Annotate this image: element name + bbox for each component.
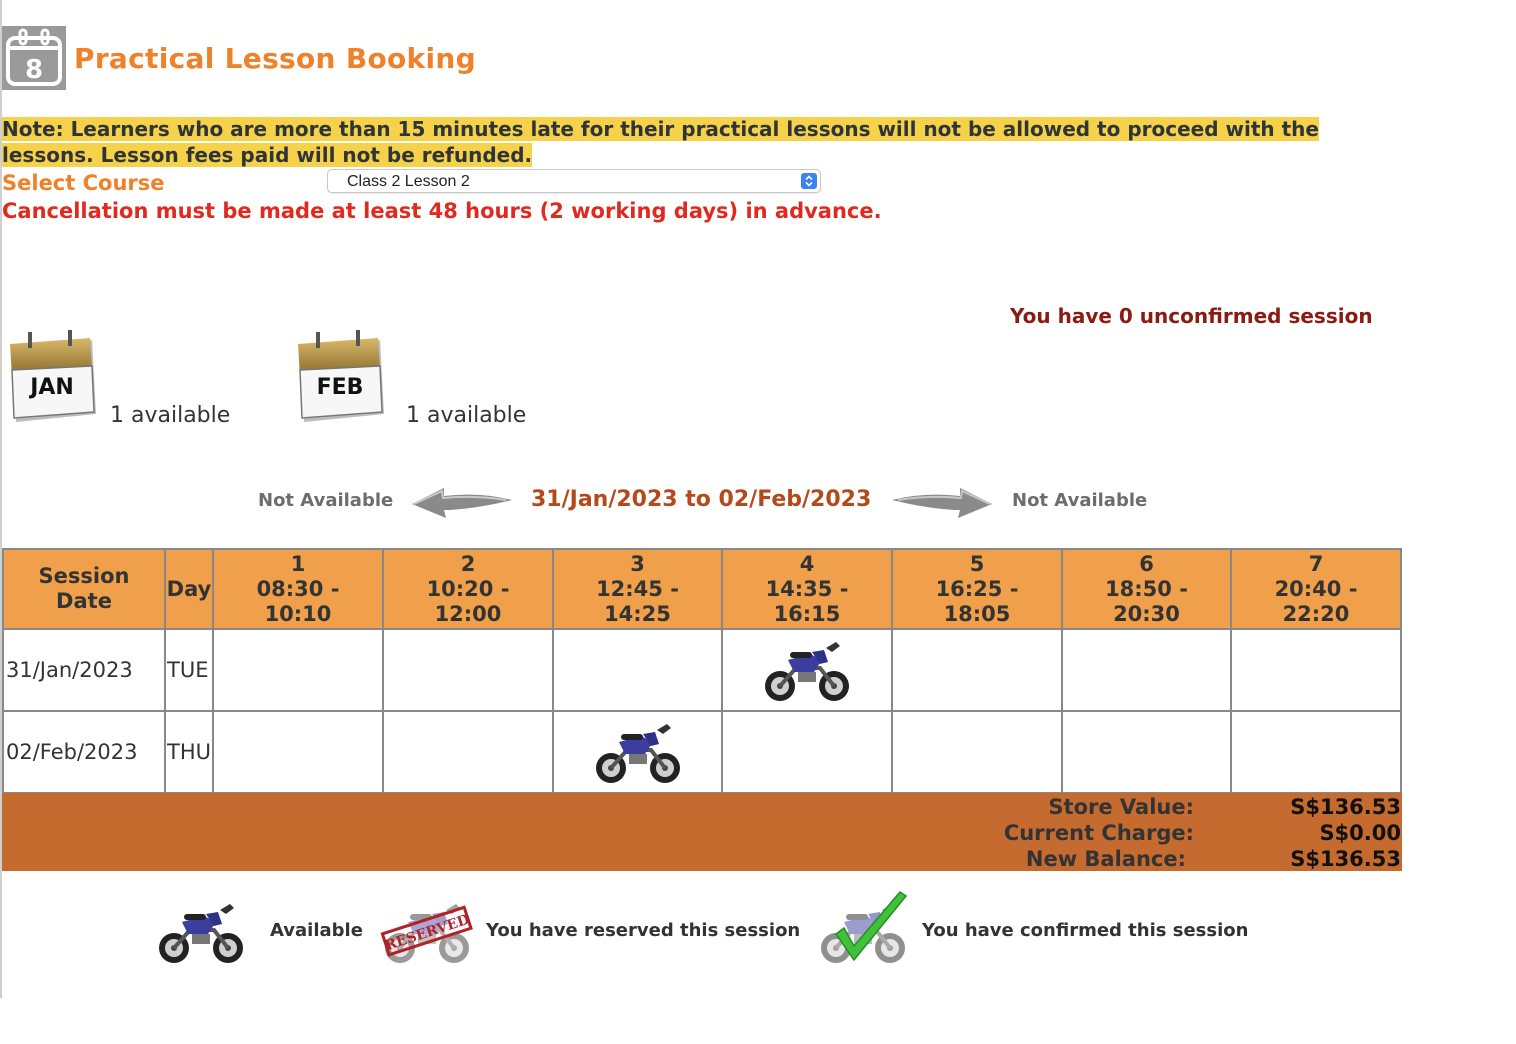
header-session-1: 1 08:30 - 10:10	[213, 549, 383, 629]
month-calendar-icon	[6, 330, 102, 430]
course-select[interactable]	[327, 169, 821, 193]
unconfirmed-sessions: You have 0 unconfirmed session	[1010, 304, 1373, 328]
slot-r2-s2	[383, 711, 553, 793]
page-header	[2, 26, 476, 90]
select-course-label: Select Course	[2, 171, 165, 195]
legend-reserved-icon	[378, 890, 476, 974]
legend-confirmed-icon	[816, 890, 910, 974]
legend-available-label: Available	[270, 920, 363, 941]
table-header-row	[3, 549, 1401, 629]
slot-r1-s1	[213, 629, 383, 711]
session-date: 02/Feb/2023	[3, 711, 165, 793]
balance-summary	[2, 793, 1402, 871]
late-notice	[2, 116, 1396, 168]
session-date: 31/Jan/2023	[3, 629, 165, 711]
header-session-date: Session Date	[3, 549, 165, 629]
slot-r1-s6	[1062, 629, 1231, 711]
slot-r1-s5	[892, 629, 1062, 711]
table-row	[3, 629, 1401, 711]
divider	[0, 994, 2, 998]
current-charge-label: Current Charge:	[1003, 821, 1194, 845]
cancellation-notice: Cancellation must be made at least 48 hours (2 working days) in advance.	[2, 199, 882, 223]
header-session-4: 4 14:35 - 16:15	[722, 549, 892, 629]
new-balance-label: New Balance:	[1025, 847, 1186, 871]
reserved-stamp-text: RESERVED	[383, 911, 472, 955]
motorcycle-available-icon[interactable]	[762, 630, 852, 710]
slot-r2-s6	[1062, 711, 1231, 793]
header-session-2: 2 10:20 - 12:00	[383, 549, 553, 629]
header-day: Day	[165, 549, 213, 629]
course-select-value: Class 2 Lesson 2	[347, 173, 470, 190]
month-feb[interactable]	[294, 330, 527, 434]
legend-confirmed-label: You have confirmed this session	[922, 920, 1249, 941]
next-week-arrow-icon[interactable]	[890, 482, 994, 524]
slot-r2-s7	[1231, 711, 1401, 793]
month-name: JAN	[30, 375, 74, 400]
page-title: Practical Lesson Booking	[74, 41, 476, 75]
select-arrows-icon	[801, 173, 817, 189]
slot-r1-s7	[1231, 629, 1401, 711]
next-week-status: Not Available	[1012, 490, 1148, 511]
slot-r2-s5	[892, 711, 1062, 793]
slot-r2-s4	[722, 711, 892, 793]
table-row	[3, 711, 1401, 793]
slot-r1-s2	[383, 629, 553, 711]
slot-r2-s3[interactable]	[553, 711, 722, 793]
header-session-6: 6 18:50 - 20:30	[1062, 549, 1231, 629]
prev-week-status: Not Available	[258, 490, 394, 511]
prev-week-arrow-icon[interactable]	[410, 482, 514, 524]
month-jan[interactable]	[6, 330, 231, 434]
session-table	[2, 548, 1402, 794]
motorcycle-available-icon[interactable]	[593, 712, 683, 792]
new-balance: S$136.53	[1290, 847, 1401, 871]
month-calendar-icon	[294, 330, 390, 430]
store-value: S$136.53	[1290, 795, 1401, 819]
legend-available-icon	[156, 890, 246, 974]
header-session-5: 5 16:25 - 18:05	[892, 549, 1062, 629]
calendar-icon-number: 8	[24, 55, 44, 85]
legend-reserved-label: You have reserved this session	[486, 920, 801, 941]
week-range: 31/Jan/2023 to 02/Feb/2023	[531, 487, 872, 512]
slot-r1-s3	[553, 629, 722, 711]
session-day: THU	[165, 711, 213, 793]
store-value-label: Store Value:	[1048, 795, 1194, 819]
month-name: FEB	[316, 375, 364, 400]
current-charge: S$0.00	[1319, 821, 1401, 845]
session-day: TUE	[165, 629, 213, 711]
calendar-icon	[2, 26, 66, 90]
header-session-7: 7 20:40 - 22:20	[1231, 549, 1401, 629]
month-available: 1 available	[406, 403, 527, 428]
late-notice-text: Note: Learners who are more than 15 minutes late for their practical lessons will not be allowed to proceed with the lessons. Lesson fees paid will not be refunded.	[2, 117, 1319, 167]
slot-r1-s4[interactable]	[722, 629, 892, 711]
slot-r2-s1	[213, 711, 383, 793]
header-session-3: 3 12:45 - 14:25	[553, 549, 722, 629]
month-available: 1 available	[110, 403, 231, 428]
